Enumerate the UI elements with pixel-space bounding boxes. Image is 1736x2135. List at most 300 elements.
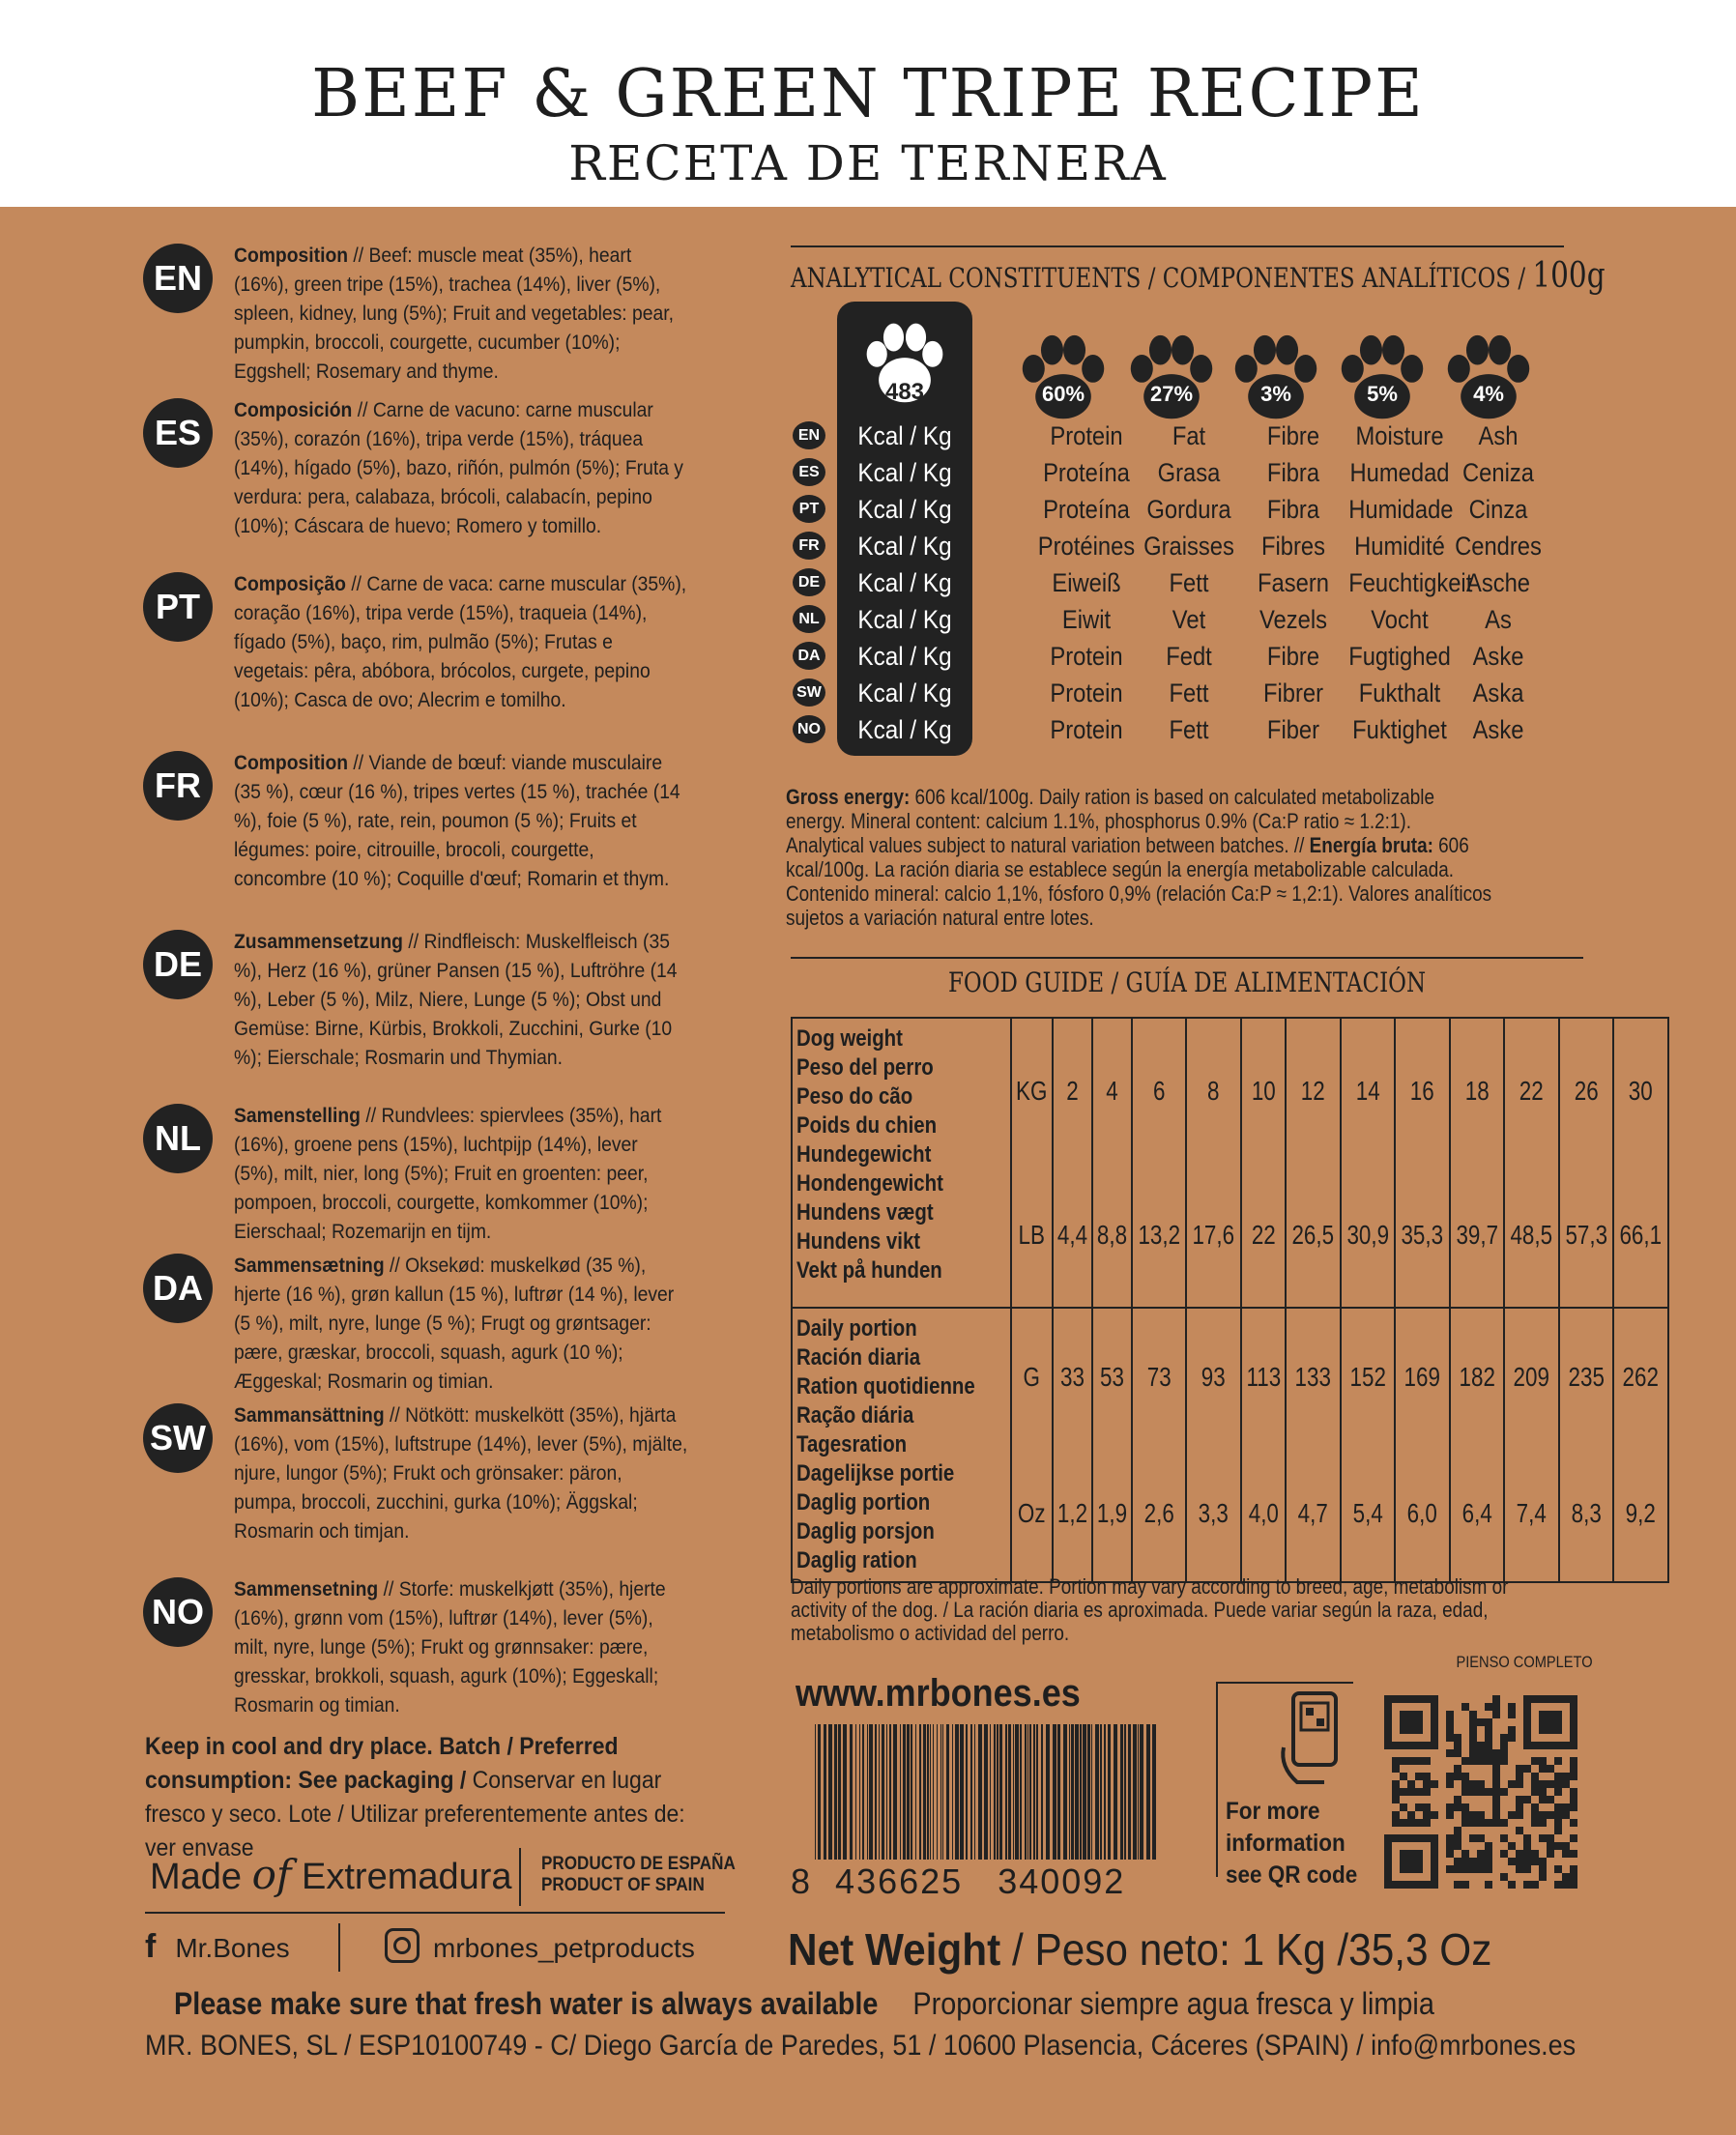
nutrient-name: Fibra xyxy=(1266,458,1320,487)
qr-module xyxy=(1446,1773,1454,1780)
nutrient-name: Protein xyxy=(1050,421,1123,450)
qr-module xyxy=(1485,1718,1492,1726)
guide-value: 4,4 xyxy=(1053,1163,1092,1308)
qr-module xyxy=(1523,1711,1531,1718)
nutrient-name: Fibra xyxy=(1266,495,1320,524)
qr-module xyxy=(1554,1742,1562,1749)
kcal-unit: Kcal / Kg xyxy=(857,458,952,487)
nutrient-name: Protein xyxy=(1050,715,1123,744)
analytical-row-fr xyxy=(793,528,1547,564)
qr-module xyxy=(1570,1881,1577,1889)
qr-module xyxy=(1539,1718,1547,1726)
analytical-row-pt xyxy=(793,491,1547,528)
barcode-bar xyxy=(978,1724,982,1860)
qr-module xyxy=(1554,1695,1562,1703)
nutrient-name: Asche xyxy=(1465,568,1531,597)
qr-module xyxy=(1547,1695,1554,1703)
nutrient-name: Moisture xyxy=(1355,421,1444,450)
qr-module xyxy=(1415,1742,1423,1749)
water-note: Please make sure that fresh water is always available Proporcionar siempre agua fresca y limpia xyxy=(174,1986,1434,2021)
kcal-unit: Kcal / Kg xyxy=(857,568,952,597)
qr-module xyxy=(1415,1858,1423,1865)
barcode-bar xyxy=(937,1724,938,1860)
composition-text: Sammansättning // Nötkött: muskelkött (35%), hjärta (16%), vom (15%), luftstrupe (14%), lever (5%), mjälte, njure, lungor (5%); Frukt och grönsaker: päron, pumpa, broccoli, zucchini, gurka (10%); Äggskal; Rosmarin och timjan. xyxy=(234,1404,688,1543)
guide-value: 8,8 xyxy=(1092,1163,1132,1308)
nutrient-name: Eiwit xyxy=(1061,605,1112,634)
qr-module xyxy=(1516,1811,1523,1819)
qr-module xyxy=(1407,1757,1415,1765)
divider xyxy=(791,957,1583,959)
paw-icon xyxy=(1230,332,1322,424)
qr-module xyxy=(1516,1780,1523,1788)
qr-module xyxy=(1508,1711,1516,1718)
gross-energy-note: Gross energy: 606 kcal/100g. Daily ration is based on calculated metabolizable energy. Mineral content: calcium 1.1%, phosphorus 0.9% (Ca:P ratio ≈ 1.2:1). Analytical values subject to natural variation between batches. // Energía bruta: 606 kcal/100g. La ración diaria se establece según la energía metabolizable calculada. Contenido mineral: calcio 1,1%, fósforo 0,9% (relación Ca:P ≈ 1,2:1). Valores analíticos sujetos a variación natural entre lotes. xyxy=(786,785,1492,930)
qr-module xyxy=(1547,1711,1554,1718)
qr-module xyxy=(1461,1850,1469,1858)
qr-module xyxy=(1461,1865,1469,1873)
origin-note: PRODUCTO DE ESPAÑA PRODUCT OF SPAIN xyxy=(541,1854,736,1895)
divider xyxy=(791,245,1564,247)
qr-module xyxy=(1400,1850,1407,1858)
qr-module xyxy=(1570,1796,1577,1803)
qr-module xyxy=(1570,1726,1577,1734)
qr-module xyxy=(1554,1726,1562,1734)
nutrient-name: Fukthalt xyxy=(1358,678,1441,707)
qr-module xyxy=(1461,1757,1469,1765)
nutrient-name: Fett xyxy=(1169,678,1209,707)
qr-module xyxy=(1407,1811,1415,1819)
guide-value: 113 xyxy=(1241,1308,1287,1445)
language-badge: DE xyxy=(793,568,825,596)
barcode-bar xyxy=(886,1724,887,1860)
analytical-row-da xyxy=(793,638,1547,675)
qr-module xyxy=(1562,1881,1570,1889)
nutrient-percent: 60% xyxy=(1041,382,1085,406)
qr-module xyxy=(1400,1865,1407,1873)
guide-value: 3,3 xyxy=(1186,1445,1241,1582)
guide-value: 33 xyxy=(1053,1308,1092,1445)
qr-module xyxy=(1415,1865,1423,1873)
barcode-bar xyxy=(828,1724,832,1860)
barcode-bar xyxy=(1087,1724,1090,1860)
website-link[interactable]: www.mrbones.es xyxy=(796,1672,1081,1715)
qr-module xyxy=(1461,1703,1469,1711)
barcode-bar xyxy=(955,1724,959,1860)
nutrient-name: Fuktighet xyxy=(1352,715,1447,744)
qr-module xyxy=(1477,1757,1485,1765)
qr-module xyxy=(1423,1773,1431,1780)
qr-module xyxy=(1400,1695,1407,1703)
qr-module xyxy=(1469,1858,1477,1865)
guide-value: 10 xyxy=(1241,1018,1287,1163)
qr-module xyxy=(1431,1734,1438,1742)
guide-value: 26,5 xyxy=(1286,1163,1341,1308)
portion-note: Daily portions are approximate. Portion may vary according to breed, age, metabolism or activity of the dog. / La ración diaria es aproximada. Puede variar según la raza, edad, metabolismo o actividad del perro. xyxy=(791,1574,1509,1645)
guide-value: 133 xyxy=(1286,1308,1341,1445)
qr-module xyxy=(1431,1780,1438,1788)
guide-value: 5,4 xyxy=(1341,1445,1396,1582)
qr-module xyxy=(1407,1788,1415,1796)
composition-text: Composition // Beef: muscle meat (35%), heart (16%), green tripe (15%), trachea (14%), liver (5%), spleen, kidney, lung (5%); Fruit and vegetables: pear, pumpkin, broccoli, courgette, cucumber (10%); Eggshell; Rosemary and thyme. xyxy=(234,245,675,383)
guide-value: 8,3 xyxy=(1559,1445,1614,1582)
qr-module xyxy=(1554,1757,1562,1765)
qr-module xyxy=(1485,1742,1492,1749)
barcode xyxy=(815,1724,1163,1860)
qr-module xyxy=(1492,1711,1500,1718)
qr-module xyxy=(1400,1773,1407,1780)
qr-module xyxy=(1461,1773,1469,1780)
analytical-row-nl xyxy=(793,601,1547,638)
language-badge: SW xyxy=(143,1403,213,1473)
qr-module xyxy=(1407,1834,1415,1842)
analytical-row-de xyxy=(793,564,1547,601)
unit: KG xyxy=(1011,1018,1052,1163)
qr-module xyxy=(1523,1850,1531,1858)
qr-module xyxy=(1570,1695,1577,1703)
qr-module xyxy=(1446,1780,1454,1788)
qr-module xyxy=(1492,1695,1500,1703)
qr-module xyxy=(1516,1858,1523,1865)
guide-value: 13,2 xyxy=(1132,1163,1187,1308)
barcode-bar xyxy=(970,1724,972,1860)
qr-module xyxy=(1469,1718,1477,1726)
facebook-icon: f xyxy=(145,1928,157,1965)
qr-module xyxy=(1492,1765,1500,1773)
qr-module xyxy=(1477,1788,1485,1796)
guide-value: 152 xyxy=(1341,1308,1396,1445)
qr-module xyxy=(1516,1773,1523,1780)
guide-value: 1,2 xyxy=(1053,1445,1092,1582)
qr-module xyxy=(1523,1718,1531,1726)
qr-module xyxy=(1508,1780,1516,1788)
qr-module xyxy=(1485,1788,1492,1796)
qr-module xyxy=(1500,1788,1508,1796)
qr-module xyxy=(1477,1749,1485,1757)
barcode-bar xyxy=(994,1724,996,1860)
qr-module xyxy=(1531,1803,1539,1811)
composition-text: Composición // Carne de vacuno: carne muscular (35%), corazón (16%), tripa verde (15%), tráquea (14%), hígado (5%), bazo, riñón, pulmón (5%); Fruta y verdura: pera, calabaza, brócoli, calabacín, pepino (10%); Cáscara de huevo; Romero y tomillo. xyxy=(234,399,683,537)
qr-module xyxy=(1508,1811,1516,1819)
nutrient-name: Fibres xyxy=(1260,532,1325,561)
nutrient-name: Gordura xyxy=(1146,495,1231,524)
qr-module xyxy=(1446,1850,1454,1858)
qr-module xyxy=(1384,1873,1392,1881)
barcode-bar xyxy=(882,1724,884,1860)
qr-module xyxy=(1562,1780,1570,1788)
nutrient-name: Fedt xyxy=(1166,642,1212,671)
qr-module xyxy=(1554,1711,1562,1718)
divider xyxy=(338,1923,340,1972)
qr-module xyxy=(1431,1834,1438,1842)
nutrient-name: Aske xyxy=(1472,715,1524,744)
qr-module xyxy=(1454,1765,1461,1773)
paw-icon xyxy=(1125,332,1218,424)
qr-module xyxy=(1500,1873,1508,1881)
qr-module xyxy=(1523,1842,1531,1850)
language-badge: NL xyxy=(793,605,825,633)
qr-module xyxy=(1431,1850,1438,1858)
nutrient-name: Fibrer xyxy=(1262,678,1324,707)
qr-module xyxy=(1531,1850,1539,1858)
qr-module xyxy=(1539,1819,1547,1827)
qr-module xyxy=(1400,1834,1407,1842)
qr-module xyxy=(1384,1718,1392,1726)
barcode-bar xyxy=(997,1724,998,1860)
guide-value: 57,3 xyxy=(1559,1163,1614,1308)
phone-scan-icon xyxy=(1276,1689,1353,1786)
qr-module xyxy=(1485,1703,1492,1711)
qr-module xyxy=(1392,1811,1400,1819)
qr-module xyxy=(1492,1703,1500,1711)
barcode-bar xyxy=(815,1724,816,1860)
qr-module xyxy=(1485,1842,1492,1850)
barcode-bar xyxy=(1029,1724,1031,1860)
qr-module xyxy=(1400,1726,1407,1734)
qr-module xyxy=(1562,1850,1570,1858)
barcode-bar xyxy=(875,1724,877,1860)
qr-module xyxy=(1570,1788,1577,1796)
qr-module xyxy=(1454,1881,1461,1889)
guide-value: 4,7 xyxy=(1286,1445,1341,1582)
nutrient-name: Proteína xyxy=(1043,495,1130,524)
qr-module xyxy=(1539,1780,1547,1788)
barcode-bar xyxy=(930,1724,931,1860)
qr-module xyxy=(1392,1765,1400,1773)
nutrient-name: Vezels xyxy=(1259,605,1328,634)
qr-module xyxy=(1454,1796,1461,1803)
qr-module xyxy=(1485,1858,1492,1865)
qr-module xyxy=(1500,1757,1508,1765)
barcode-bar xyxy=(1033,1724,1035,1860)
guide-value: 182 xyxy=(1450,1308,1505,1445)
language-badge: ES xyxy=(143,398,213,468)
qr-module xyxy=(1446,1834,1454,1842)
qr-module xyxy=(1554,1865,1562,1873)
barcode-bar xyxy=(990,1724,991,1860)
language-badge: PT xyxy=(143,572,213,642)
guide-value: 30 xyxy=(1613,1018,1668,1163)
qr-module xyxy=(1570,1834,1577,1842)
qr-module xyxy=(1508,1703,1516,1711)
qr-module xyxy=(1384,1726,1392,1734)
paw-icon xyxy=(1017,332,1110,424)
qr-module xyxy=(1415,1819,1423,1827)
header xyxy=(0,0,1736,207)
qr-module xyxy=(1547,1780,1554,1788)
nutrient-name: Fiber xyxy=(1266,715,1320,744)
composition-text: Samenstelling // Rundvlees: spiervlees (35%), hart (16%), groene pens (15%), luchtpijp (14%), lever (5%), milt, nier, long (5%); Fruit en groenten: peer, pompoen, broccoli, courgette, komkommer (10%); Eierschaal; Rozemarijn en tijm. xyxy=(234,1105,662,1243)
qr-module xyxy=(1415,1695,1423,1703)
qr-module xyxy=(1400,1788,1407,1796)
qr-module xyxy=(1407,1780,1415,1788)
qr-module xyxy=(1547,1850,1554,1858)
qr-module xyxy=(1570,1742,1577,1749)
barcode-bar xyxy=(1075,1724,1079,1860)
qr-module xyxy=(1392,1788,1400,1796)
qr-module xyxy=(1469,1811,1477,1819)
qr-module xyxy=(1384,1881,1392,1889)
qr-module xyxy=(1516,1765,1523,1773)
qr-module xyxy=(1423,1788,1431,1796)
qr-module xyxy=(1554,1811,1562,1819)
nutrient-name: Eiweiß xyxy=(1052,568,1121,597)
guide-value: 93 xyxy=(1186,1308,1241,1445)
kcal-unit: Kcal / Kg xyxy=(857,532,952,561)
qr-module xyxy=(1392,1834,1400,1842)
qr-module xyxy=(1547,1726,1554,1734)
qr-module xyxy=(1539,1695,1547,1703)
qr-module xyxy=(1492,1788,1500,1796)
composition-text: Composição // Carne de vaca: carne muscular (35%), coração (16%), tripa verde (15%), traqueia (14%), fígado (5%), baço, rim, pulmão (5%); Frutas e vegetais: pêra, abóbora, brócolos, curgete, pepino (10%); Casca de ovo; Alecrim e tomilho. xyxy=(234,573,687,711)
barcode-bar xyxy=(966,1724,968,1860)
qr-module xyxy=(1477,1865,1485,1873)
qr-module xyxy=(1554,1881,1562,1889)
qr-code[interactable] xyxy=(1384,1695,1577,1889)
qr-module xyxy=(1547,1796,1554,1803)
qr-module xyxy=(1539,1757,1547,1765)
qr-module xyxy=(1423,1881,1431,1889)
qr-module xyxy=(1492,1780,1500,1788)
barcode-bar xyxy=(889,1724,891,1860)
composition-text: Composition // Viande de bœuf: viande musculaire (35 %), cœur (16 %), tripes vertes (15 %), trachée (14 %), foie (5 %), rate, rein, poumon (5 %); Fruits et légumes: poire, citrouille, brocoli, courgette, concombre (10 %); Coquille d'œuf; Romarin et thym. xyxy=(234,752,680,890)
nutrient-name: Protein xyxy=(1050,678,1123,707)
net-weight: Net Weight / Peso neto: 1 Kg /35,3 Oz xyxy=(788,1924,1492,1975)
qr-module xyxy=(1570,1850,1577,1858)
qr-module xyxy=(1407,1718,1415,1726)
qr-module xyxy=(1570,1865,1577,1873)
barcode-bar xyxy=(946,1724,949,1860)
qr-module xyxy=(1431,1858,1438,1865)
barcode-bar xyxy=(907,1724,910,1860)
qr-module xyxy=(1554,1842,1562,1850)
barcode-bar xyxy=(862,1724,864,1860)
guide-value: 17,6 xyxy=(1186,1163,1241,1308)
qr-module xyxy=(1547,1718,1554,1726)
qr-module xyxy=(1384,1734,1392,1742)
composition-text: Sammensetning // Storfe: muskelkjøtt (35%), hjerte (16%), grønn vom (15%), luftrør (14%), lever (5%), milt, nyre, lunge (5%); Frukt og grønnsaker: pære, gresskar, brokkoli, squash, agurk (10%); Eggeskall; Rosmarin og timian. xyxy=(234,1578,666,1717)
qr-module xyxy=(1492,1749,1500,1757)
qr-module xyxy=(1547,1742,1554,1749)
qr-module xyxy=(1461,1788,1469,1796)
qr-module xyxy=(1400,1819,1407,1827)
qr-module xyxy=(1500,1819,1508,1827)
qr-module xyxy=(1539,1796,1547,1803)
nutrient-percent: 3% xyxy=(1260,382,1291,406)
barcode-bar xyxy=(1095,1724,1099,1860)
qr-module xyxy=(1554,1718,1562,1726)
barcode-bar xyxy=(834,1724,837,1860)
qr-module xyxy=(1469,1757,1477,1765)
qr-module xyxy=(1461,1881,1469,1889)
nutrient-name: Protéines xyxy=(1037,532,1136,561)
qr-module xyxy=(1554,1788,1562,1796)
nutrient-name: Fasern xyxy=(1258,568,1329,597)
qr-module xyxy=(1570,1718,1577,1726)
qr-module xyxy=(1431,1703,1438,1711)
barcode-bar xyxy=(824,1724,826,1860)
unit: G xyxy=(1011,1308,1052,1445)
qr-module xyxy=(1516,1850,1523,1858)
qr-module xyxy=(1508,1881,1516,1889)
divider xyxy=(145,1912,725,1914)
qr-module xyxy=(1570,1711,1577,1718)
barcode-bar xyxy=(1053,1724,1056,1860)
qr-module xyxy=(1570,1819,1577,1827)
qr-module xyxy=(1485,1819,1492,1827)
qr-module xyxy=(1392,1780,1400,1788)
qr-module xyxy=(1554,1819,1562,1827)
qr-module xyxy=(1531,1773,1539,1780)
qr-module xyxy=(1531,1757,1539,1765)
qr-module xyxy=(1570,1773,1577,1780)
kcal-unit: Kcal / Kg xyxy=(857,715,952,744)
qr-module xyxy=(1446,1749,1454,1757)
qr-module xyxy=(1547,1811,1554,1819)
guide-value: 53 xyxy=(1092,1308,1132,1445)
language-badge: PT xyxy=(793,495,825,523)
qr-module xyxy=(1384,1711,1392,1718)
qr-module xyxy=(1469,1726,1477,1734)
barcode-bar xyxy=(1138,1724,1139,1860)
qr-module xyxy=(1516,1803,1523,1811)
qr-module xyxy=(1539,1788,1547,1796)
qr-module xyxy=(1477,1858,1485,1865)
qr-module xyxy=(1477,1742,1485,1749)
instagram-icon xyxy=(385,1928,420,1963)
qr-module xyxy=(1400,1881,1407,1889)
qr-module xyxy=(1539,1726,1547,1734)
analytical-row-es xyxy=(793,454,1547,491)
guide-value: 14 xyxy=(1341,1018,1396,1163)
kcal-value: 483 xyxy=(884,379,925,405)
qr-module xyxy=(1539,1711,1547,1718)
qr-module xyxy=(1469,1788,1477,1796)
nutrient-name: Fat xyxy=(1172,421,1206,450)
barcode-bar xyxy=(869,1724,873,1860)
qr-module xyxy=(1539,1834,1547,1842)
qr-module xyxy=(1570,1803,1577,1811)
nutrient-name: Fett xyxy=(1169,568,1209,597)
guide-value: 169 xyxy=(1395,1308,1450,1445)
barcode-bar xyxy=(942,1724,943,1860)
barcode-bar xyxy=(1020,1724,1022,1860)
nutrient-name: Cendres xyxy=(1455,532,1542,561)
barcode-bar xyxy=(867,1724,868,1860)
qr-module xyxy=(1523,1765,1531,1773)
facebook-link[interactable]: f Mr.Bones xyxy=(145,1928,290,1965)
nutrient-name: Grasa xyxy=(1157,458,1221,487)
barcode-bar xyxy=(1080,1724,1082,1860)
complete-food-label: PIENSO COMPLETO xyxy=(1456,1653,1593,1671)
qr-module xyxy=(1461,1811,1469,1819)
instagram-link[interactable]: mrbones_petproducts xyxy=(385,1928,695,1964)
qr-module xyxy=(1461,1803,1469,1811)
kcal-unit: Kcal / Kg xyxy=(857,642,952,671)
qr-module xyxy=(1415,1850,1423,1858)
guide-value: 35,3 xyxy=(1395,1163,1450,1308)
kcal-unit: Kcal / Kg xyxy=(857,421,952,450)
barcode-bar xyxy=(1083,1724,1086,1860)
barcode-bar xyxy=(1041,1724,1043,1860)
qr-module xyxy=(1523,1858,1531,1865)
guide-value: 1,9 xyxy=(1092,1445,1132,1582)
guide-value: 6,4 xyxy=(1450,1445,1505,1582)
qr-module xyxy=(1384,1865,1392,1873)
qr-module xyxy=(1570,1703,1577,1711)
qr-module xyxy=(1446,1711,1454,1718)
language-badge: EN xyxy=(793,421,825,449)
guide-value: 209 xyxy=(1504,1308,1559,1445)
